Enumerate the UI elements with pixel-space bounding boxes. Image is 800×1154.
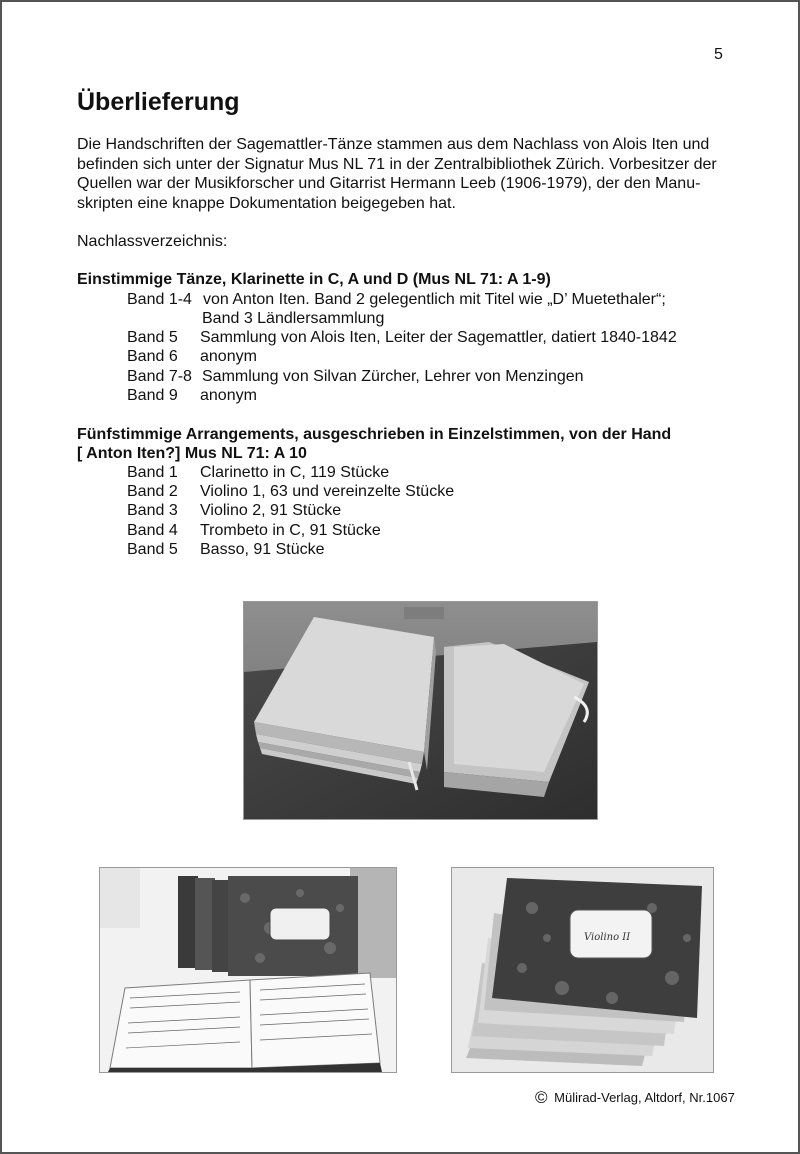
band-description: Trombeto in C, 91 Stücke	[200, 522, 381, 539]
stacked-notebooks-photo	[451, 867, 714, 1073]
band-description: von Anton Iten. Band 2 gelegentlich mit Titel wie „D’ Muetethaler“;	[203, 291, 666, 308]
band-label: Band 4	[127, 522, 178, 539]
list-item	[127, 368, 727, 388]
intro-paragraph	[77, 135, 737, 213]
open-manuscript-image	[100, 868, 396, 1072]
publisher-text: Mülirad-Verlag, Altdorf, Nr.1067	[554, 1090, 735, 1105]
band-description: anonym	[200, 348, 257, 365]
list-item	[127, 541, 727, 561]
band-label: Band 6	[127, 348, 178, 365]
band-description: anonym	[200, 387, 257, 404]
intro-line: skripten eine knappe Dokumentation beigegeben hat.	[77, 194, 456, 212]
list-item	[127, 387, 727, 407]
intro-line: Die Handschriften der Sagemattler-Tänze stammen aus dem Nachlass von Alois Iten und	[77, 136, 710, 153]
page-number: 5	[714, 46, 723, 63]
section-title-fuenfstimmige-line2: [ Anton Iten?] Mus NL 71: A 10	[77, 445, 307, 462]
list-item	[127, 348, 727, 368]
band-description: Violino 2, 91 Stücke	[200, 502, 342, 519]
band-label: Band 1	[127, 464, 178, 481]
stacked-notebooks-image	[452, 868, 713, 1072]
band-description: Sammlung von Silvan Zürcher, Lehrer von Menzingen	[202, 368, 584, 385]
band-label: Band 2	[127, 483, 178, 500]
band-label: Band 9	[127, 387, 178, 404]
open-manuscript-photo	[99, 867, 397, 1073]
list-item	[127, 483, 727, 503]
intro-line: Quellen war der Musikforscher und Gitarrist Hermann Leeb (1906-1979), der den Manu-	[77, 175, 701, 193]
band-description-continuation: Band 3 Ländlersammlung	[202, 310, 385, 327]
band-description: Sammlung von Alois Iten, Leiter der Sagemattler, datiert 1840-1842	[200, 329, 677, 346]
band-label: Band 5	[127, 329, 178, 346]
catalog-label: Nachlassverzeichnis:	[77, 233, 228, 250]
band-description: Basso, 91 Stücke	[200, 541, 325, 558]
band-description: Clarinetto in C, 119 Stücke	[200, 464, 390, 481]
band-description: Violino 1, 63 und vereinzelte Stücke	[200, 483, 455, 500]
intro-line: befinden sich unter der Signatur Mus NL 71 in der Zentralbibliothek Zürich. Vorbesitzer der	[77, 155, 717, 173]
archive-boxes-photo	[243, 601, 598, 820]
page-heading: Überlieferung	[77, 88, 240, 116]
copyright-icon: ©	[535, 1088, 548, 1107]
band-label: Band 7-8	[127, 368, 192, 385]
section-title-einstimmige: Einstimmige Tänze, Klarinette in C, A und D (Mus NL 71: A 1-9)	[77, 271, 551, 288]
section-title-fuenfstimmige: Fünfstimmige Arrangements, ausgeschrieben in Einzelstimmen, von der Hand	[77, 426, 672, 443]
band-label: Band 1-4	[127, 291, 192, 308]
list-item	[127, 502, 727, 522]
copyright-line	[535, 1087, 735, 1107]
list-item	[127, 464, 727, 484]
list-item	[127, 329, 727, 349]
band-label: Band 3	[127, 502, 178, 519]
list-item	[127, 522, 727, 542]
archive-boxes-image	[244, 602, 597, 819]
list-item	[127, 291, 727, 311]
band-label: Band 5	[127, 541, 178, 558]
notebook-label-text: Violino II	[584, 932, 631, 943]
